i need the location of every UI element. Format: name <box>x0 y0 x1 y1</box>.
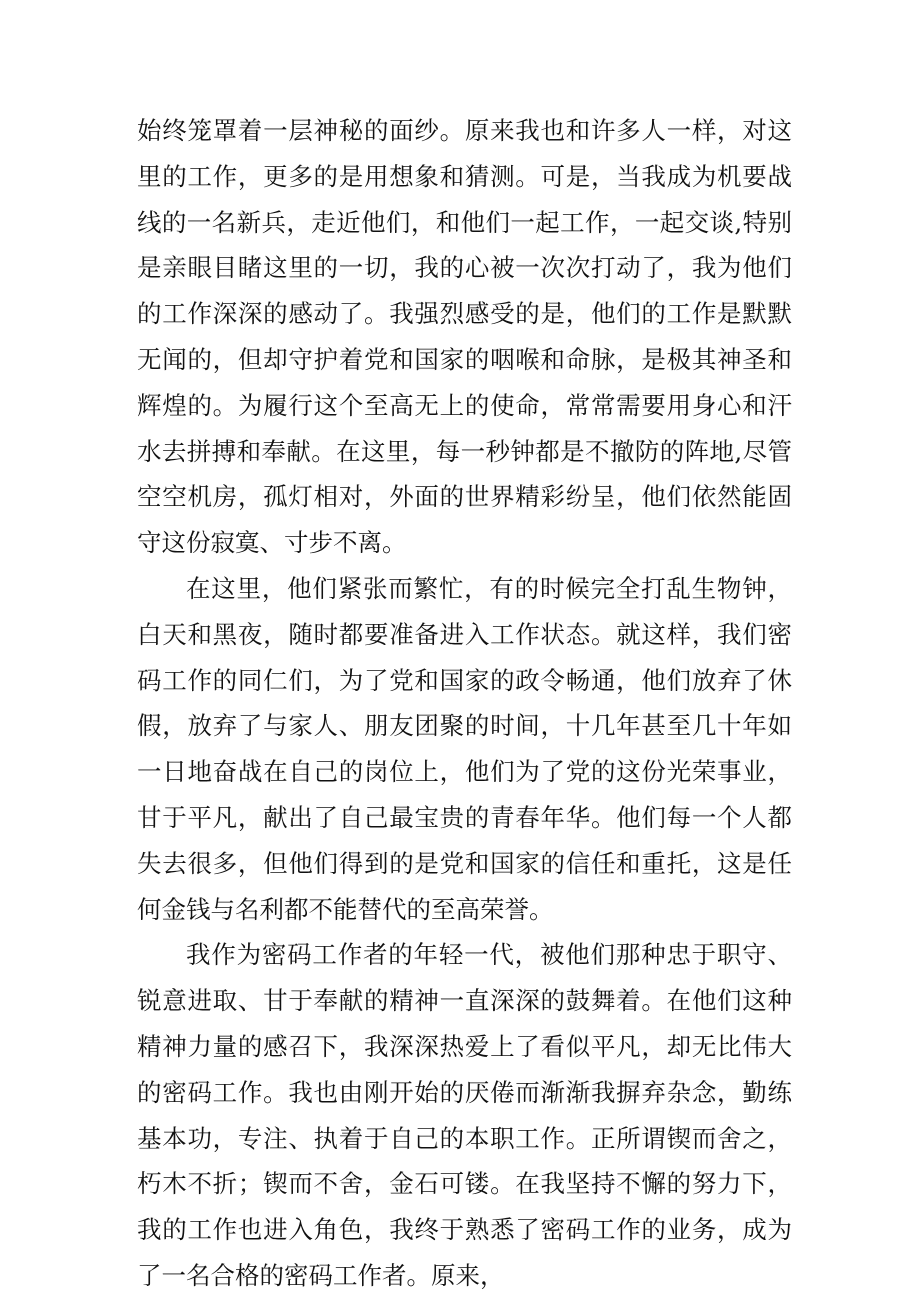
paragraph-2: 在这里，他们紧张而繁忙，有的时候完全打乱生物钟，白天和黑夜，随时都要准备进入工作状态。就这样，我们密码工作的同仁们，为了党和国家的政令畅通，他们放弃了休假，放弃了与家人、朋友团聚的时间，十几年甚至几十年如一日地奋战在自己的岗位上，他们为了党的这份光荣事业，甘于平凡，献出了自己最宝贵的青春年华。他们每一个人都失去很多，但他们得到的是党和国家的信任和重托，这是任何金钱与名利都不能替代的至高荣誉。 <box>137 573 792 924</box>
paragraph-3: 我作为密码工作者的年轻一代，被他们那种忠于职守、锐意进取、甘于奉献的精神一直深深的鼓舞着。在他们这种精神力量的感召下，我深深热爱上了看似平凡，却无比伟大的密码工作。我也由刚开始的厌倦而渐渐我摒弃杂念，勤练基本功，专注、执着于自己的本职工作。正所谓锲而舍之，朽木不折；锲而不舍，金石可镂。在我坚持不懈的努力下，我的工作也进入角色，我终于熟悉了密码工作的业务，成为了一名合格的密码工作者。原来， <box>137 940 792 1290</box>
paragraph-1: 始终笼罩着一层神秘的面纱。原来我也和许多人一样，对这里的工作，更多的是用想象和猜测。可是，当我成为机要战线的一名新兵，走近他们，和他们一起工作，一起交谈,特别是亲眼目睹这里的一切，我的心被一次次打动了，我为他们的工作深深的感动了。我强烈感受的是，他们的工作是默默无闻的，但却守护着党和国家的咽喉和命脉，是极其神圣和辉煌的。为履行这个至高无上的使命，常常需要用身心和汗水去拼搏和奉献。在这里，每一秒钟都是不撤防的阵地,尽管空空机房，孤灯相对，外面的世界精彩纷呈，他们依然能固守这份寂寞、寸步不离。 <box>137 116 792 558</box>
document-body <box>137 108 792 1299</box>
